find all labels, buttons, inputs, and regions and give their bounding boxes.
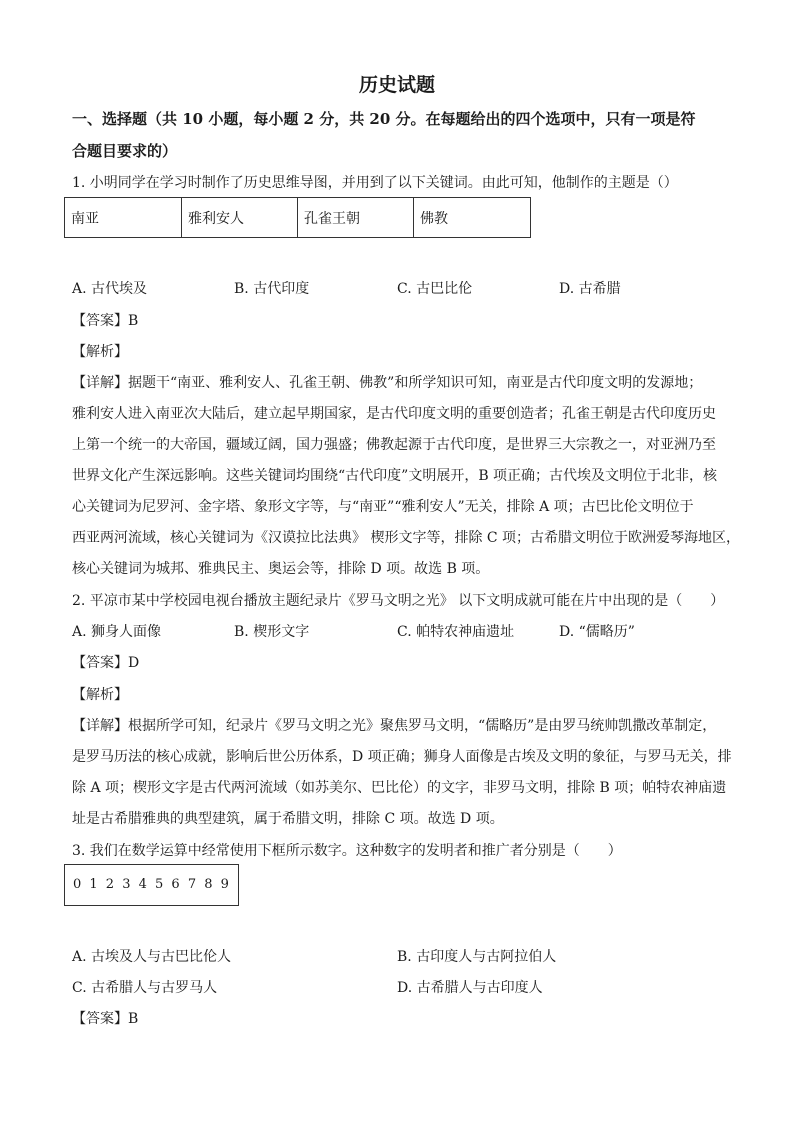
q3-option-c: C. 古希腊人与古罗马人 bbox=[72, 980, 218, 996]
q1-option-a: A. 古代埃及 bbox=[72, 281, 148, 297]
q1-detail-line: 心关键词为尼罗河、金字塔、象形文字等，与“南亚”“雅利安人”无关，排除 A 项；古巴比伦文明位于 bbox=[72, 499, 694, 515]
q2-detail-line: 是罗马历法的核心成就，影响后世公历体系，D 项正确；狮身人面像是古埃及文明的象征，与罗马无关，排 bbox=[72, 749, 732, 765]
section-heading-line2: 合题目要求的） bbox=[72, 142, 178, 160]
q3-option-b: B. 古印度人与古阿拉伯人 bbox=[397, 949, 557, 965]
q3-answer: 【答案】B bbox=[72, 1011, 139, 1027]
page-title: 历史试题 bbox=[358, 74, 435, 96]
q1-detail-line: 雅利安人进入南亚次大陆后，建立起早期国家，是古代印度文明的重要创造者；孔雀王朝是古代印度历史 bbox=[72, 406, 716, 422]
q1-keyword-cell: 孔雀王朝 bbox=[298, 198, 414, 238]
q1-analysis-label: 【解析】 bbox=[72, 344, 128, 360]
q2-detail-line: 【详解】根据所学可知，纪录片《罗马文明之光》聚焦罗马文明，“儒略历”是由罗马统帅凯撒改革制定， bbox=[72, 718, 717, 734]
q1-detail-line: 【详解】据题干“南亚、雅利安人、孔雀王朝、佛教”和所学知识可知，南亚是古代印度文明的发源地； bbox=[72, 375, 703, 391]
q2-answer: 【答案】D bbox=[72, 655, 140, 671]
q2-detail-line: 除 A 项；楔形文字是古代两河流域（如苏美尔、巴比伦）的文字，非罗马文明，排除 B 项；帕特农神庙遗 bbox=[72, 780, 727, 796]
q1-keyword-table bbox=[64, 197, 531, 238]
q2-option-c: C. 帕特农神庙遗址 bbox=[397, 624, 515, 640]
q1-keyword-cell: 南亚 bbox=[65, 198, 182, 238]
q1-option-d: D. 古希腊 bbox=[559, 281, 621, 297]
section-heading-line1: 一、选择题（共 10 小题，每小题 2 分，共 20 分。在每题给出的四个选项中，只有一项是符 bbox=[72, 110, 696, 128]
q2-option-b: B. 楔形文字 bbox=[234, 624, 310, 640]
q2-analysis-label: 【解析】 bbox=[72, 687, 128, 703]
q1-detail-line: 西亚两河流域，核心关键词为《汉谟拉比法典》 楔形文字等，排除 C 项；古希腊文明位于欧洲爱琴海地区， bbox=[72, 530, 741, 546]
q3-digits-box: 0 1 2 3 4 5 6 7 8 9 bbox=[64, 864, 239, 906]
q2-option-d: D. “儒略历” bbox=[559, 624, 635, 640]
q1-detail-line: 上第一个统一的大帝国，疆域辽阔，国力强盛；佛教起源于古代印度，是世界三大宗教之一，对亚洲乃至 bbox=[72, 437, 716, 453]
q1-keyword-cell: 雅利安人 bbox=[182, 198, 298, 238]
q1-detail-line: 核心关键词为城邦、雅典民主、奥运会等，排除 D 项。故选 B 项。 bbox=[72, 561, 490, 577]
q1-detail-line: 世界文化产生深远影响。这些关键词均围绕“古代印度”文明展开，B 项正确；古代埃及文明位于北非，核 bbox=[72, 468, 718, 484]
q1-stem: 1. 小明同学在学习时制作了历史思维导图，并用到了以下关键词。由此可知，他制作的主题是（） bbox=[72, 175, 678, 191]
q1-option-c: C. 古巴比伦 bbox=[397, 281, 473, 297]
q2-stem: 2. 平凉市某中学校园电视台播放主题纪录片《罗马文明之光》 以下文明成就可能在片中出现的是（ ） bbox=[72, 593, 725, 609]
q1-answer: 【答案】B bbox=[72, 313, 139, 329]
q1-option-b: B. 古代印度 bbox=[234, 281, 310, 297]
q2-option-a: A. 狮身人面像 bbox=[72, 624, 162, 640]
q2-detail-line: 址是古希腊雅典的典型建筑，属于希腊文明，排除 C 项。故选 D 项。 bbox=[72, 811, 504, 827]
q3-option-a: A. 古埃及人与古巴比伦人 bbox=[72, 949, 232, 965]
q1-keyword-cell: 佛教 bbox=[414, 198, 531, 238]
q3-option-d: D. 古希腊人与古印度人 bbox=[397, 980, 543, 996]
q3-stem: 3. 我们在数学运算中经常使用下框所示数字。这种数字的发明者和推广者分别是（ ） bbox=[72, 843, 622, 859]
